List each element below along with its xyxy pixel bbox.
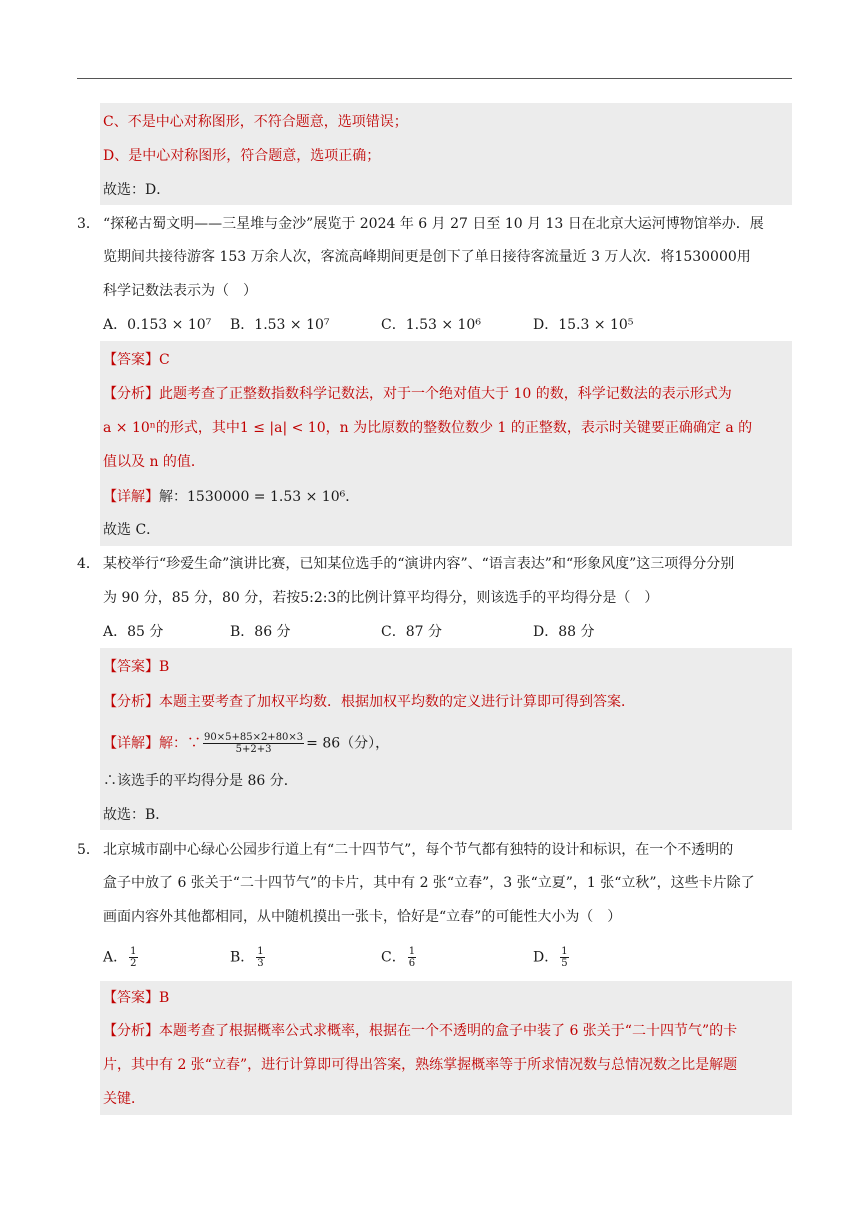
- analysis-label: 【分析】: [103, 1023, 159, 1039]
- q4-conclusion: ∴该选手的平均得分是 86 分．: [103, 773, 298, 789]
- q5-solution-block: [100, 981, 792, 1115]
- q3-number: 3．: [77, 216, 100, 232]
- q5-option-a: A． $\frac{1}{2}$: [103, 946, 137, 969]
- q4-option-d: D．88 分: [533, 624, 595, 640]
- answer-label: 【答案】: [103, 352, 159, 368]
- q2-choose: 故选：D．: [103, 182, 171, 198]
- q5-stem-line3: 画面内容外其他都相同，从中随机摸出一张卡，恰好是“立春”的可能性大小为（ ）: [103, 909, 622, 925]
- detail-label: 【详解】: [103, 735, 159, 752]
- q3-analysis-line1: 【分析】此题考查了正整数指数科学记数法，对于一个绝对值大于 10 的数，科学记数法的表示形式为: [103, 386, 732, 402]
- q4-option-b: B．86 分: [230, 624, 291, 640]
- q5-answer: [103, 988, 169, 1008]
- q5-stem-line2: 盒子中放了 6 张关于“二十四节气”的卡片，其中有 2 张“立春”，3 张“立夏”，1 张“立秋”，这些卡片除了: [103, 875, 755, 891]
- q5-analysis-line2: 片，其中有 2 张“立春”，进行计算即可得出答案，熟练掌握概率等于所求情况数与总情况数之比是解题: [103, 1057, 738, 1073]
- q5-stem-line1: 北京城市副中心绿心公园步行道上有“二十四节气”，每个节气都有独特的设计和标识，在一个不透明的: [103, 842, 734, 858]
- q3-option-a: A．0.153 × 10⁷: [103, 317, 212, 333]
- q3-answer: [103, 350, 170, 370]
- answer-value: C: [159, 352, 170, 368]
- header-rule: [77, 78, 792, 79]
- q3-detail: 【详解】解：1530000 = 1.53 × 10⁶．: [103, 489, 360, 505]
- q3-option-c: C．1.53 × 10⁶: [381, 317, 481, 333]
- analysis-label: 【分析】: [103, 694, 159, 710]
- q3-analysis-line3: 值以及 n 的值．: [103, 454, 205, 470]
- q4-answer: [103, 657, 169, 677]
- q3-solution-block: [100, 341, 792, 546]
- q4-option-c: C．87 分: [381, 624, 442, 640]
- q5-option-c: C． $\frac{1}{6}$: [381, 946, 416, 969]
- q5-number: 5．: [77, 842, 100, 858]
- answer-value: B: [159, 659, 170, 675]
- weighted-average-fraction: $\frac{90\times 5+85\times 2+80\times 3}{5+2+3}$: [204, 732, 304, 755]
- q3-analysis-line2: a × 10ⁿ的形式，其中1 ≤ |a| < 10，n 为比原数的整数位数少 1 的正整数，表示时关键要正确确定 a 的: [103, 420, 753, 436]
- q5-option-b: B． $\frac{1}{3}$: [230, 946, 264, 969]
- q4-stem-line1: 某校举行“珍爱生命”演讲比赛，已知某位选手的“演讲内容”、“语言表达”和“形象风度”这三项得分分别: [103, 556, 735, 572]
- q5-option-d: D． $\frac{1}{5}$: [533, 946, 568, 969]
- q5-analysis-line1: 【分析】本题考查了根据概率公式求概率，根据在一个不透明的盒子中装了 6 张关于“二十四节气”的卡: [103, 1023, 738, 1039]
- q3-option-b: B．1.53 × 10⁷: [230, 317, 330, 333]
- option-d-explanation: D、是中心对称图形，符合题意，选项正确；: [103, 148, 381, 164]
- q3-stem-line2: 览期间共接待游客 153 万余人次，客流高峰期间更是创下了单日接待客流量近 3 万人次．将1530000用: [103, 249, 751, 265]
- answer-value: B: [159, 990, 170, 1006]
- q4-analysis: 【分析】本题主要考查了加权平均数．根据加权平均数的定义进行计算即可得到答案．: [103, 694, 635, 710]
- q3-option-d: D．15.3 × 10⁵: [533, 317, 634, 333]
- q5-analysis-line3: 关键．: [103, 1091, 145, 1107]
- answer-label: 【答案】: [103, 659, 159, 675]
- q3-stem-line3: 科学记数法表示为（ ）: [103, 283, 257, 299]
- detail-label: 【详解】: [103, 489, 159, 505]
- q4-option-a: A．85 分: [103, 624, 164, 640]
- option-c-explanation: C、不是中心对称图形，不符合题意，选项错误；: [103, 114, 408, 130]
- q4-number: 4．: [77, 556, 100, 572]
- q4-choose: 故选：B．: [103, 807, 170, 823]
- q4-detail: 【详解】解：∵ $\frac{90\times 5+85\times 2+80\times 3}{5+2+3}$ = 86（分），: [103, 732, 390, 755]
- q3-stem-line1: “探秘古蜀文明——三星堆与金沙”展览于 2024 年 6 月 27 日至 10 月 13 日在北京大运河博物馆举办．展: [103, 216, 764, 232]
- answer-label: 【答案】: [103, 990, 159, 1006]
- q4-stem-line2: 为 90 分，85 分，80 分，若按5:2:3的比例计算平均得分，则该选手的平均得分是（ ）: [103, 590, 659, 606]
- analysis-label: 【分析】: [103, 386, 159, 402]
- q3-choose: 故选 C．: [103, 522, 161, 538]
